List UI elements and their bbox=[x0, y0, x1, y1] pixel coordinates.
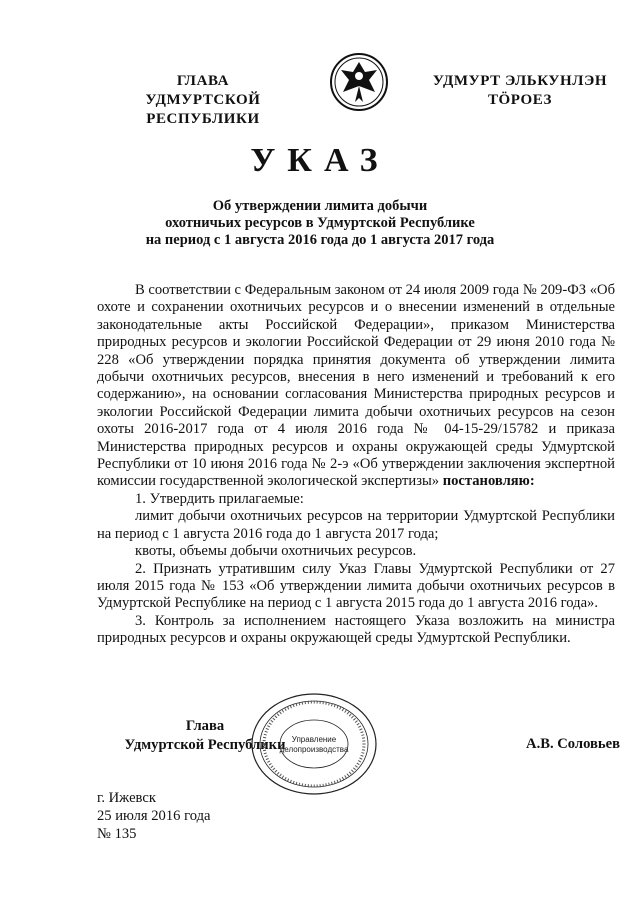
office-stamp bbox=[250, 692, 378, 796]
document-subject bbox=[120, 198, 520, 249]
item-1a: лимит добычи охотничьих ресурсов на территории Удмуртской Республики на период с 1 августа 2016 года до 1 августа 2017 года; bbox=[97, 508, 615, 542]
footer-number: № 135 bbox=[97, 826, 137, 842]
signatory-position-line1: Глава bbox=[185, 718, 225, 734]
subject-line1: Об утверждении лимита добычи bbox=[212, 198, 428, 214]
subject-line3: на период с 1 августа 2016 года до 1 августа 2017 года bbox=[145, 232, 495, 248]
stamp-line2: делопроизводства bbox=[279, 745, 349, 754]
item-3: 3. Контроль за исполнением настоящего Указа возложить на министра природных ресурсов и охраны окружающей среды Удмуртской Республики. bbox=[97, 612, 615, 647]
subject-line2: охотничьих ресурсов в Удмуртской Республике bbox=[165, 215, 475, 231]
document-title: УКАЗ bbox=[250, 142, 390, 179]
decree-word: постановляю bbox=[442, 473, 530, 490]
signatory-position-line2: Удмуртской Республики bbox=[124, 737, 286, 753]
header-left bbox=[88, 72, 318, 129]
item-1: 1. Утвердить прилагаемые: bbox=[135, 490, 304, 507]
header-left-line1: ГЛАВА bbox=[176, 73, 230, 89]
preamble-paragraph: В соответствии с Федеральным законом от 24 июля 2009 года № 209-ФЗ «Об охоте и сохранении охотничьих ресурсов и о внесении изменений в отдельные законодательные акты Российской Федерации», приказом Министерства природных ресурсов и экологии Российской Федерации от 29 июня 2010 года № 228 «Об утверждении порядка принятия документа об утверждении лимита добычи охотничьих ресурсов, внесения в него изменений и требований к его содержанию», на основании согласования Министерства природных ресурсов и экологии Российской Федерации лимита добычи охотничьих ресурсов на сезон охоты 2016-2017 года от 4 июля 2016 года № 04-15-29/15782 и приказа Министерства природных ресурсов и охраны окружающей среды Удмуртской Республики от 10 июня 2016 года № 2-э «Об утверждении заключения экспертной комиссии государственной экологической экспертизы» постановляю: bbox=[97, 282, 615, 490]
preamble-text: В соответствии с Федеральным законом от 24 июля 2009 года № 209-ФЗ «Об охоте и сохранении охотничьих ресурсов и о внесении изменений в отдельные законодательные акты Российской Федерации», приказом Министерства природных ресурсов и экологии Российской Федерации от 29 июня 2010 года № 228 «Об утверждении порядка принятия документа об утверждении лимита добычи охотничьих ресурсов, внесения в него изменений и требований к его содержанию», на основании согласования Министерства природных ресурсов и экологии Российской Федерации лимита добычи охотничьих ресурсов на сезон охоты 2016-2017 года от 4 июля 2016 года № 04-15-29/15782 и приказа Министерства природных ресурсов и охраны окружающей среды Удмуртской Республики от 10 июня 2016 года № 2-э «Об утверждении заключения экспертной комиссии государственной экологической экспертизы» bbox=[97, 282, 615, 490]
document-body bbox=[97, 282, 615, 648]
item-2: 2. Признать утратившим силу Указ Главы Удмуртской Республики от 27 июля 2015 года № 153 «Об утверждении лимита добычи охотничьих ресурсов в Удмуртской Республике на период с 1 августа 2015 года до 1 августа 2016 года». bbox=[97, 560, 615, 612]
header-left-line2: УДМУРТСКОЙ РЕСПУБЛИКИ bbox=[145, 92, 261, 127]
header-right-line1: УДМУРТ ЭЛЬКУНЛЭН bbox=[432, 73, 608, 89]
coat-of-arms-icon bbox=[329, 52, 389, 112]
header-right-line2: ТӦРОЕЗ bbox=[487, 92, 553, 108]
signatory-name: А.В. Соловьев bbox=[526, 736, 620, 752]
document-footer bbox=[97, 789, 210, 843]
header-right bbox=[405, 72, 635, 110]
footer-city: г. Ижевск bbox=[97, 790, 156, 806]
footer-date: 25 июля 2016 года bbox=[97, 808, 211, 824]
item-1b: квоты, объемы добычи охотничьих ресурсов. bbox=[135, 543, 417, 560]
stamp-line1: Управление bbox=[291, 735, 337, 744]
